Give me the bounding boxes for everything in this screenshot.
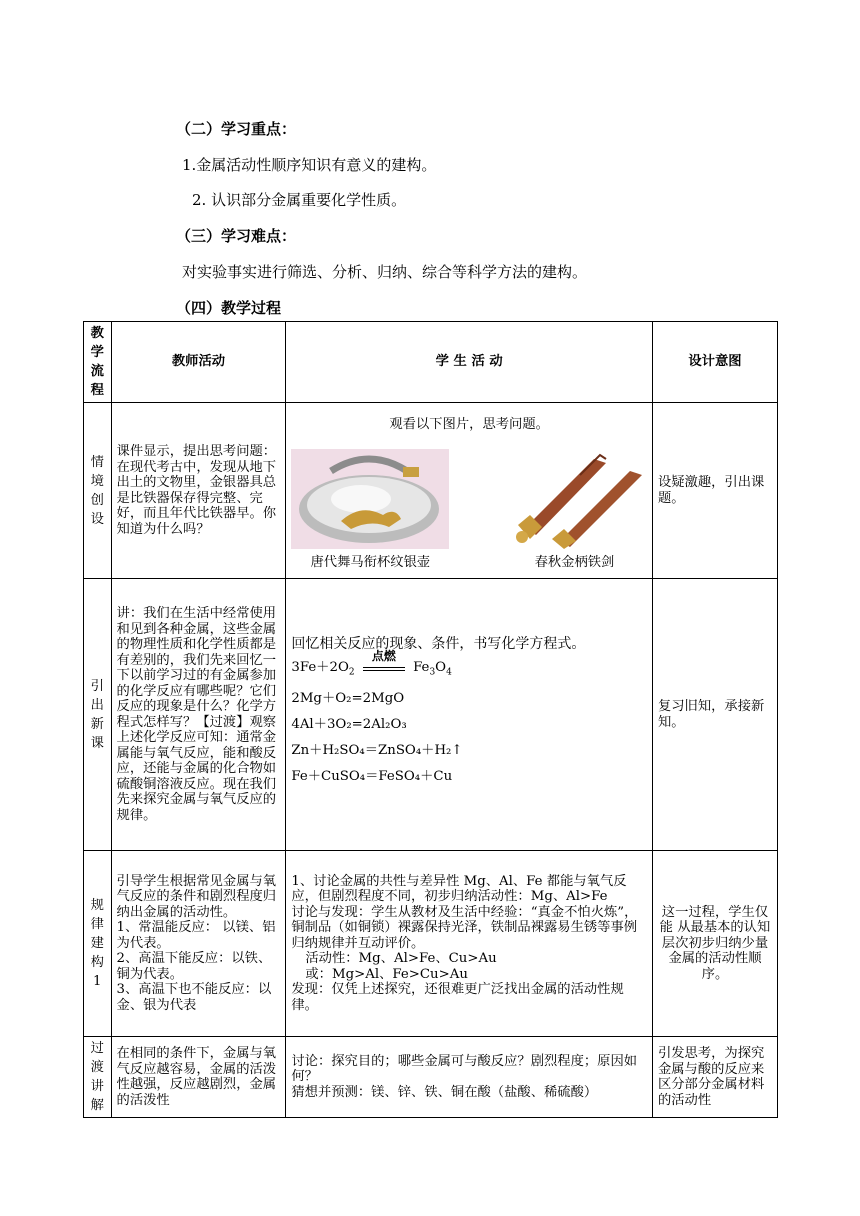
heading-process: （四）教学过程 xyxy=(176,299,282,317)
row2-design: 复习旧知，承接新知。 xyxy=(652,579,777,851)
header-design: 设计意图 xyxy=(652,322,777,403)
caption-iron-sword: 春秋金柄铁剑 xyxy=(534,554,615,570)
figure-silver-pot xyxy=(291,449,449,571)
table-header-row xyxy=(84,322,778,403)
row4-design: 引发思考，为探究金属与酸的反应来区分部分金属材料的活动性 xyxy=(652,1037,777,1118)
artifact-figures xyxy=(291,439,647,571)
row3-teacher: 引导学生根据常见金属与氧气反应的条件和剧烈程度归纳出金属的活动性。 1、常温能反应： 以镁、铝为代表。 2、高温下能反应：以铁、铜为代表。 3、高温下也不能反应：以金、银为代表 xyxy=(111,851,286,1037)
row1-design: 设疑激趣，引出课题。 xyxy=(652,403,777,579)
caption-silver-pot: 唐代舞马衔杯纹银壶 xyxy=(310,554,431,570)
row2-flow: 引出新课 xyxy=(84,579,112,851)
row3-flow: 规律建构1 xyxy=(84,851,112,1037)
key-point-2: 2. 认识部分金属重要化学性质。 xyxy=(192,191,407,209)
heading-key-points: （二）学习重点： xyxy=(176,120,297,138)
row3-design: 这一过程，学生仅能 从最基本的认知层次初步归纳少量金属的活动性顺序。 xyxy=(652,851,777,1037)
header-flow: 教学流程 xyxy=(84,322,112,403)
row4-student: 讨论：探究目的；哪些金属可与酸反应？剧烈程度；原因如何？ 猜想并预测：镁、锌、铁、铜在酸（盐酸、稀硫酸） xyxy=(286,1037,653,1118)
equation-5: Fe＋CuSO₄＝FeSO₄＋Cu xyxy=(291,768,453,784)
row1-student-intro: 观看以下图片，思考问题。 xyxy=(389,417,549,432)
row2-student xyxy=(286,579,653,851)
equation-4: Zn＋H₂SO₄＝ZnSO₄＋H₂↑ xyxy=(291,742,463,758)
equation-2: 2Mg＋O₂=2MgO xyxy=(291,690,405,706)
teaching-process-table xyxy=(83,321,778,1118)
iron-sword-image xyxy=(502,439,647,549)
figure-iron-sword xyxy=(502,439,647,571)
key-point-1: 1.金属活动性顺序知识有意义的建构。 xyxy=(182,156,437,174)
row4-flow: 过渡讲解 xyxy=(84,1037,112,1118)
table-row xyxy=(84,1037,778,1118)
silver-pot-image xyxy=(291,449,449,549)
row1-flow: 情境创设 xyxy=(84,403,112,579)
row1-teacher: 课件显示，提出思考问题：在现代考古中，发现从地下出土的文物里，金银器具总是比铁器保存得完整、完好，而且年代比铁器早。你知道为什么吗？ xyxy=(111,403,286,579)
difficulty-text: 对实验事实进行筛选、分析、归纳、综合等科学方法的建构。 xyxy=(182,263,588,281)
header-student: 学 生 活 动 xyxy=(286,322,653,403)
table-row xyxy=(84,579,778,851)
table-row xyxy=(84,403,778,579)
equation-1: $3Fe+2O_2$ 点燃 $Fe_3O_4$ xyxy=(291,657,647,684)
condition-label: 点燃 xyxy=(371,648,396,663)
row3-student: 1、讨论金属的共性与差异性 Mg、Al、Fe 都能与氧气反应，但剧烈程度不同，初步归纳活动性：Mg、Al>Fe 讨论与发现：学生从教材及生活中经验：“真金不怕火炼”，铜制品（如铜锁）裸露保持光泽，铁制品裸露易生锈等事例归纳规律并互动评价。 活动性：Mg、Al>Fe、Cu>Au 或：Mg>Al、Fe>Cu>Au 发现：仅凭上述探究，还很难更广泛找出金属的活动性规律。 xyxy=(286,851,653,1037)
header-teacher: 教师活动 xyxy=(111,322,286,403)
row1-student xyxy=(286,403,653,579)
equation-3: 4Al＋3O₂=2Al₂O₃ xyxy=(291,716,407,732)
row4-teacher: 在相同的条件下，金属与氧气反应越容易，金属的活泼性越强，反应越剧烈，金属的活泼性 xyxy=(111,1037,286,1118)
row2-student-intro: 回忆相关反应的现象、条件，书写化学方程式。 xyxy=(291,636,586,653)
table-row xyxy=(84,851,778,1037)
heading-difficulty: （三）学习难点： xyxy=(176,227,297,245)
row2-teacher: 讲：我们在生活中经常使用和见到各种金属，这些金属的物理性质和化学性质都是有差别的，我们先来回忆一下以前学习过的有金属参加的化学反应有哪些呢？它们反应的现象是什么？化学方程式怎样写？【过渡】观察上述化学反应可知：通常金属能与氧气反应，能和酸反应，还能与金属的化合物如硫酸铜溶液反应。现在我们先来探究金属与氧气反应的规律。 xyxy=(111,579,286,851)
